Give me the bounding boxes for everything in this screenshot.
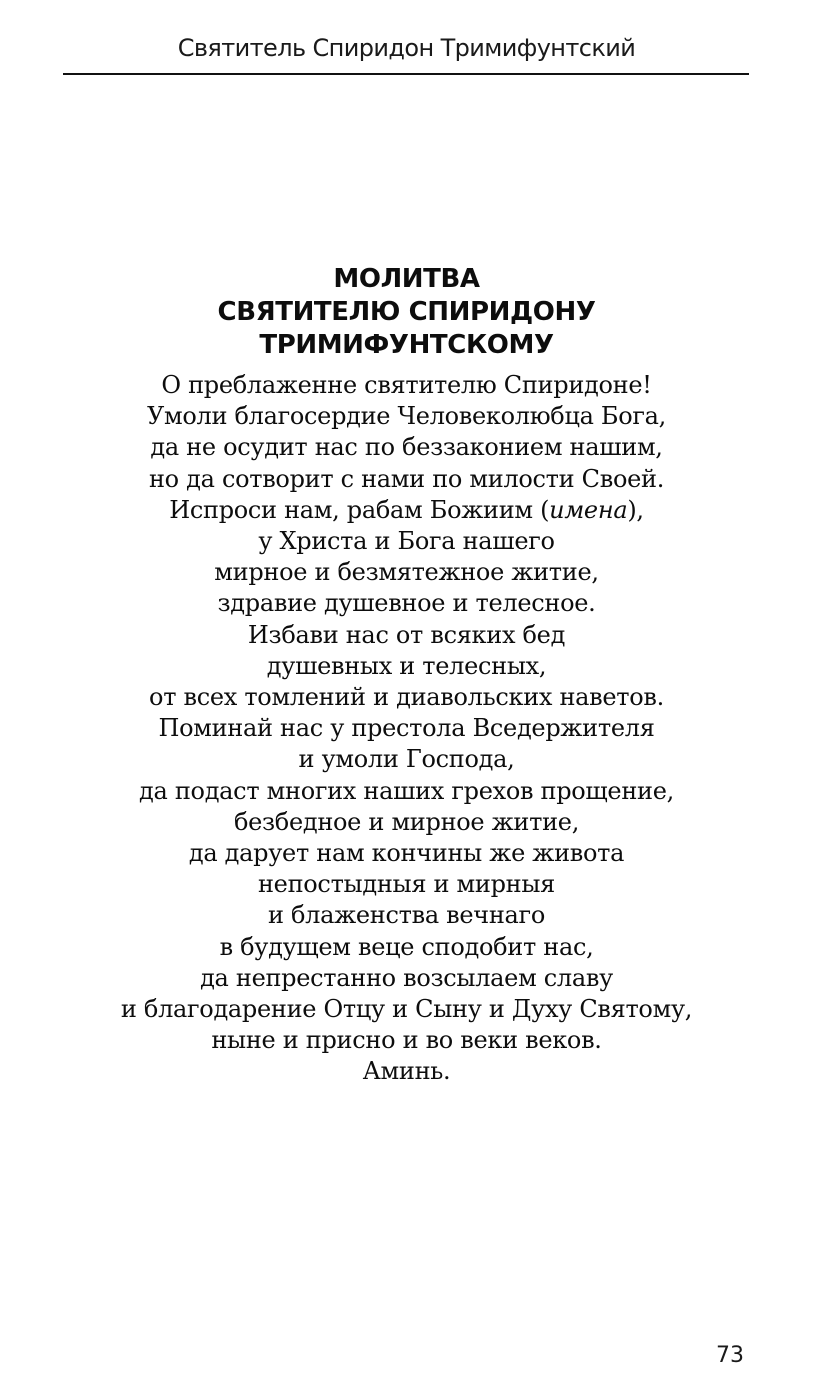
- prayer-line: непостыдныя и мирныя: [257, 870, 555, 899]
- prayer-line: мирное и безмятежное житие,: [214, 558, 599, 587]
- prayer-line: ныне и присно и во веки веков.: [211, 1026, 602, 1055]
- page-number: 73: [716, 1343, 744, 1368]
- prayer-line: да подаст многих наших грехов прощение,: [139, 776, 674, 805]
- prayer-line: безбедное и мирное житие,: [233, 807, 580, 836]
- prayer-line: от всех томлений и диавольских наветов.: [149, 683, 664, 712]
- prayer-line: да не осудит нас по беззаконием нашим,: [150, 433, 663, 462]
- prayer-line: здравие душевное и телесное.: [217, 589, 596, 618]
- prayer-line-text: ),: [627, 495, 644, 524]
- header-divider: [63, 73, 749, 75]
- prayer-line: у Христа и Бога нашего: [258, 527, 555, 556]
- prayer-line: и благодарение Отцу и Сыну и Духу Святому,: [120, 995, 693, 1024]
- title-line: ТРИМИФУНТСКОМУ: [259, 330, 554, 360]
- prayer-line: в будущем веце сподобит нас,: [219, 932, 594, 961]
- prayer-line: но да сотворит с нами по милости Своей.: [148, 464, 665, 493]
- prayer-amen: Аминь.: [362, 1057, 451, 1086]
- prayer-line: да непрестанно возсылаем славу: [200, 963, 613, 992]
- title-line: СВЯТИТЕЛЮ СПИРИДОНУ: [217, 297, 596, 327]
- prayer-line: и умоли Господа,: [298, 745, 515, 774]
- title-line: МОЛИТВА: [333, 264, 480, 294]
- prayer-line: Избави нас от всяких бед: [247, 620, 566, 649]
- names-placeholder: имена: [549, 495, 628, 524]
- prayer-text: [0, 370, 813, 1088]
- prayer-line-text: Испроси нам, рабам Божиим (: [169, 495, 550, 524]
- prayer-line: Умоли благосердие Человеколюбца Бога,: [146, 402, 667, 431]
- prayer-line: О преблаженне святителю Спиридоне!: [161, 371, 652, 399]
- prayer-line: душевных и телесных,: [266, 651, 547, 680]
- prayer-line: [0, 495, 813, 526]
- running-header-title: Святитель Спиридон Тримифунтский: [177, 34, 636, 62]
- prayer-line: да дарует нам кончины же живота: [188, 839, 625, 868]
- prayer-line: и блаженства вечнаго: [268, 901, 545, 930]
- prayer-title: [0, 263, 813, 362]
- prayer-line: Поминай нас у престола Вседержителя: [158, 714, 655, 743]
